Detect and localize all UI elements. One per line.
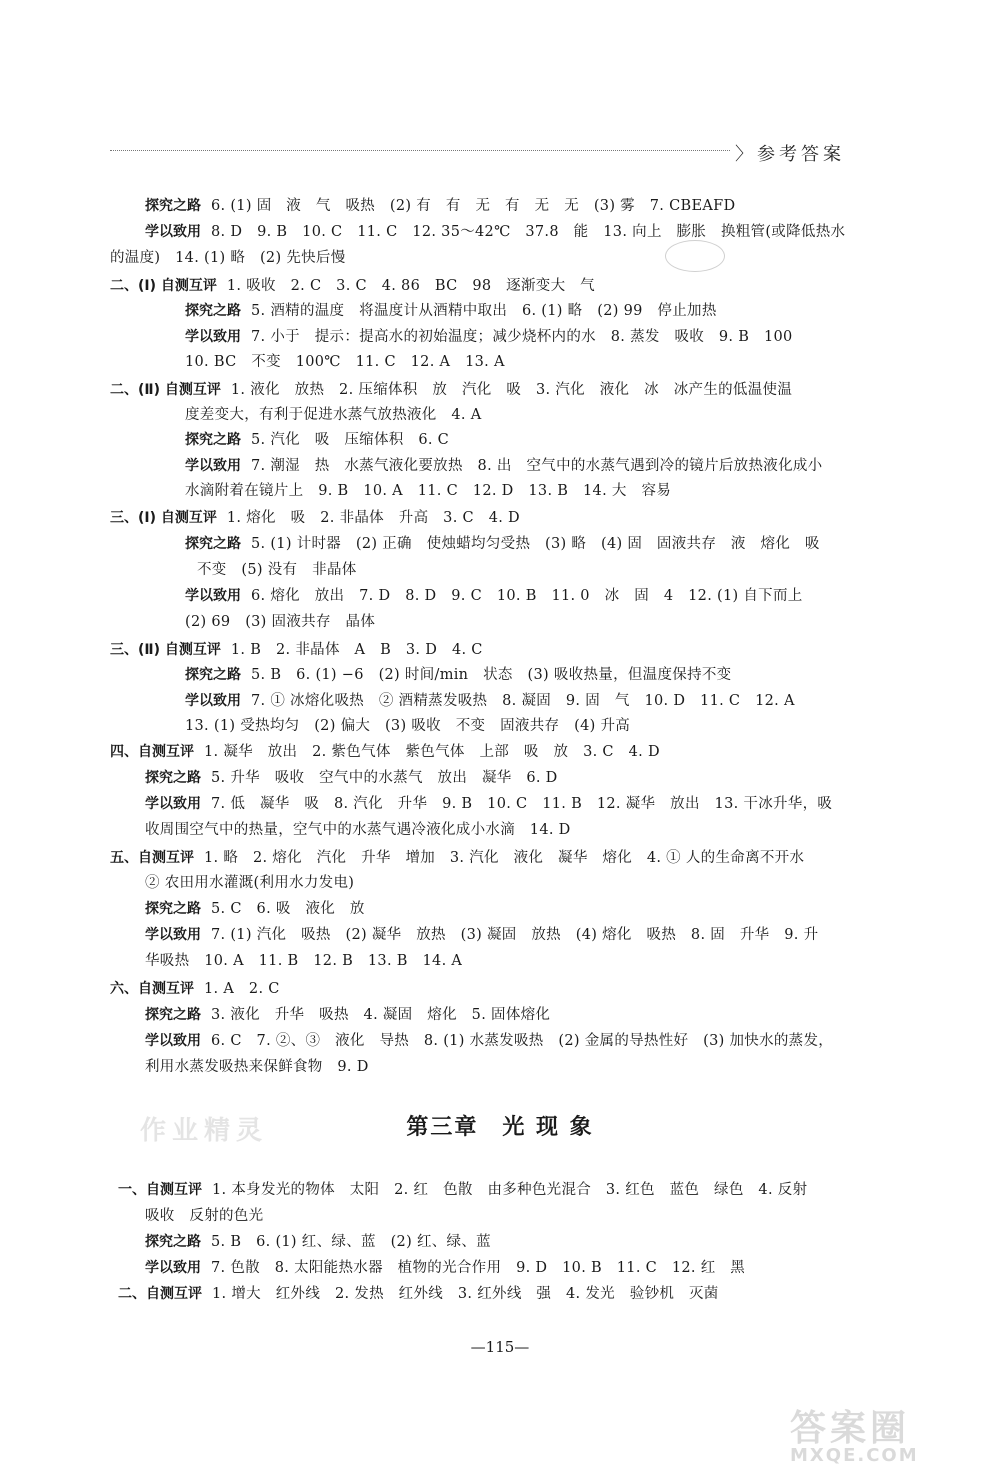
logo-text: 答案圈 [790,1408,911,1449]
section-label: 三、(Ⅰ) 自测互评 [110,510,217,526]
answer-line [145,925,818,945]
logo-url: MXQE.COM [790,1445,919,1466]
answer-text: 的温度) 14. (1) 略 (2) 先快后慢 [110,250,346,266]
answer-text: 1. 凝华 放出 2. 紫色气体 紫色气体 上部 吸 放 3. C 4. D [204,744,660,760]
answer-line [145,1258,745,1278]
section-label: 探究之路 [145,1234,201,1250]
answer-line [110,979,280,999]
site-logo [790,1400,980,1466]
answer-text: 利用水蒸发吸热来保鲜食物 9. D [145,1059,369,1075]
answer-text: 3. 液化 升华 吸热 4. 凝固 熔化 5. 固体熔化 [211,1007,551,1023]
answer-text: (2) 69 (3) 固液共存 晶体 [185,614,376,630]
answer-text: 5. B 6. (1) −6 (2) 时间/min 状态 (3) 吸收热量，但温度保持不变 [251,667,732,683]
section-label: 学以致用 [145,1260,201,1276]
answer-line [110,742,660,762]
section-label: 学以致用 [145,927,201,943]
section-label: 探究之路 [145,198,201,214]
section-label: 学以致用 [185,329,241,345]
section-label: 二、(Ⅱ) 自测互评 [110,382,221,398]
page-number: —115— [470,1338,530,1356]
answer-text: 1. 增大 红外线 2. 发热 红外线 3. 红外线 强 4. 发光 验钞机 灭菌 [212,1286,719,1302]
section-label: 学以致用 [145,1033,201,1049]
answer-text: 7. 低 凝华 吸 8. 汽化 升华 9. B 10. C 11. B 12. 凝华 放出 13. 干冰升华，吸 [211,796,833,812]
answer-text: 5. 升华 吸收 空气中的水蒸气 放出 凝华 6. D [211,770,558,786]
answer-line [185,612,375,632]
answer-text: 吸收 反射的色光 [145,1208,264,1224]
answer-line [185,352,505,372]
answer-line [185,586,803,606]
answer-text: 5. C 6. 吸 液化 放 [211,901,365,917]
answer-line [185,691,795,711]
answer-line [145,196,735,216]
answer-line [145,1232,491,1252]
answer-line [185,430,449,450]
answer-line [197,560,357,580]
watermark-text: 作业精灵 [140,1116,269,1146]
answer-text: 7. (1) 汽化 吸热 (2) 凝华 放热 (3) 凝固 放热 (4) 熔化 吸热 8. 固 升华 9. 升 [211,927,819,943]
answer-text: 8. D 9. B 10. C 11. C 12. 35～42℃ 37.8 能 13. 向上 膨胀 换粗管(或降低热水 [211,224,846,240]
answer-line [185,481,671,501]
answer-text: 7. 小于 提示：提高水的初始温度；减少烧杯内的水 8. 蒸发 吸收 9. B 100 [251,329,793,345]
answer-line [185,534,820,554]
answer-text: 13. (1) 受热均匀 (2) 偏大 (3) 吸收 不变 固液共存 (4) 升高 [185,718,631,734]
answer-text: 6. C 7. ②、③ 液化 导热 8. (1) 水蒸发吸热 (2) 金属的导热性好 (3) 加快水的蒸发， [211,1033,834,1049]
answer-line [118,1284,719,1304]
answer-line [145,1057,369,1077]
section-label: 三、(Ⅱ) 自测互评 [110,642,221,658]
answer-text: 7. ① 冰熔化吸热 ② 酒精蒸发吸热 8. 凝固 9. 固 气 10. D 11. C 12. A [251,693,795,709]
answer-line [145,1206,263,1226]
answer-text: 水滴附着在镜片上 9. B 10. A 11. C 12. D 13. B 14. 大 容易 [185,483,672,499]
answer-text: 度差变大，有利于促进水蒸气放热液化 4. A [185,407,482,423]
answer-text: 1. 吸收 2. C 3. C 4. 86 BC 98 逐渐变大 气 [226,278,595,294]
answer-line [185,456,822,476]
answer-line [185,665,731,685]
answer-line [185,716,630,736]
section-label: 学以致用 [145,796,201,812]
answer-line [110,508,520,528]
answer-text: 6. (1) 固 液 气 吸热 (2) 有 有 无 有 无 无 (3) 雾 7. CBEAFD [211,198,736,214]
section-label: 四、自测互评 [110,744,194,760]
answer-line [145,1005,550,1025]
stamp-mark [665,240,725,272]
answer-line [145,951,462,971]
section-label: 学以致用 [185,693,241,709]
answer-text: 不变 (5) 没有 非晶体 [197,562,357,578]
section-label: 学以致用 [185,588,241,604]
section-label: 一、自测互评 [118,1182,202,1198]
section-label: 探究之路 [145,901,201,917]
section-label: 学以致用 [145,224,201,240]
page-header-title: 〉参考答案 [735,144,845,165]
answer-text: 收周围空气中的热量，空气中的水蒸气遇冷液化成小水滴 14. D [145,822,571,838]
answer-text: 1. A 2. C [204,981,280,997]
answer-text: 华吸热 10. A 11. B 12. B 13. B 14. A [145,953,463,969]
section-label: 探究之路 [185,303,241,319]
answer-line [145,873,354,893]
section-label: 探究之路 [145,1007,201,1023]
answer-line [185,301,717,321]
answer-line [145,820,571,840]
answer-text: 5. 汽化 吸 压缩体积 6. C [251,432,450,448]
answer-text: ② 农田用水灌溉(利用水力发电) [145,875,355,891]
section-label: 五、自测互评 [110,850,194,866]
answer-text: 10. BC 不变 100℃ 11. C 12. A 13. A [185,354,505,370]
section-label: 探究之路 [185,536,241,552]
section-label: 探究之路 [185,667,241,683]
section-label: 二、自测互评 [118,1286,202,1302]
answer-line [145,794,832,814]
answer-line [185,405,482,425]
answer-line [118,1180,807,1200]
answer-text: 5. B 6. (1) 红、绿、蓝 (2) 红、绿、蓝 [211,1234,491,1250]
answer-line [145,1031,833,1051]
answer-text: 1. B 2. 非晶体 A B 3. D 4. C [230,642,483,658]
answer-line [145,899,365,919]
answer-text: 1. 液化 放热 2. 压缩体积 放 汽化 吸 3. 汽化 液化 冰 冰产生的低温使温 [230,382,793,398]
section-label: 学以致用 [185,458,241,474]
answer-text: 1. 熔化 吸 2. 非晶体 升高 3. C 4. D [226,510,520,526]
answer-text: 1. 略 2. 熔化 汽化 升华 增加 3. 汽化 液化 凝华 熔化 4. ① 人的生命离不开水 [204,850,805,866]
section-label: 探究之路 [145,770,201,786]
answer-line [110,848,804,868]
answer-line [110,248,346,268]
section-label: 六、自测互评 [110,981,194,997]
answer-line [110,640,483,660]
answer-text: 6. 熔化 放出 7. D 8. D 9. C 10. B 11. 0 冰 固 4 12. (1) 自下而上 [251,588,803,604]
answer-text: 7. 色散 8. 太阳能热水器 植物的光合作用 9. D 10. B 11. C 12. 红 黑 [211,1260,746,1276]
section-label: 探究之路 [185,432,241,448]
chapter-title: 第三章 光 现 象 [406,1115,594,1140]
answer-line [145,222,845,242]
answer-text: 1. 本身发光的物体 太阳 2. 红 色散 由多种色光混合 3. 红色 蓝色 绿色 4. 反射 [212,1182,808,1198]
answer-line [145,768,558,788]
answer-text: 5. 酒精的温度 将温度计从酒精中取出 6. (1) 略 (2) 99 停止加热 [251,303,717,319]
section-label: 二、(Ⅰ) 自测互评 [110,278,217,294]
answer-line [110,380,792,400]
answer-text: 7. 潮湿 热 水蒸气液化要放热 8. 出 空气中的水蒸气遇到冷的镜片后放热液化成小 [251,458,823,474]
answer-text: 5. (1) 计时器 (2) 正确 使烛蜡均匀受热 (3) 略 (4) 固 固液共存 液 熔化 吸 [251,536,820,552]
answer-line [185,327,793,347]
header-rule [110,150,730,151]
answer-line [110,276,595,296]
